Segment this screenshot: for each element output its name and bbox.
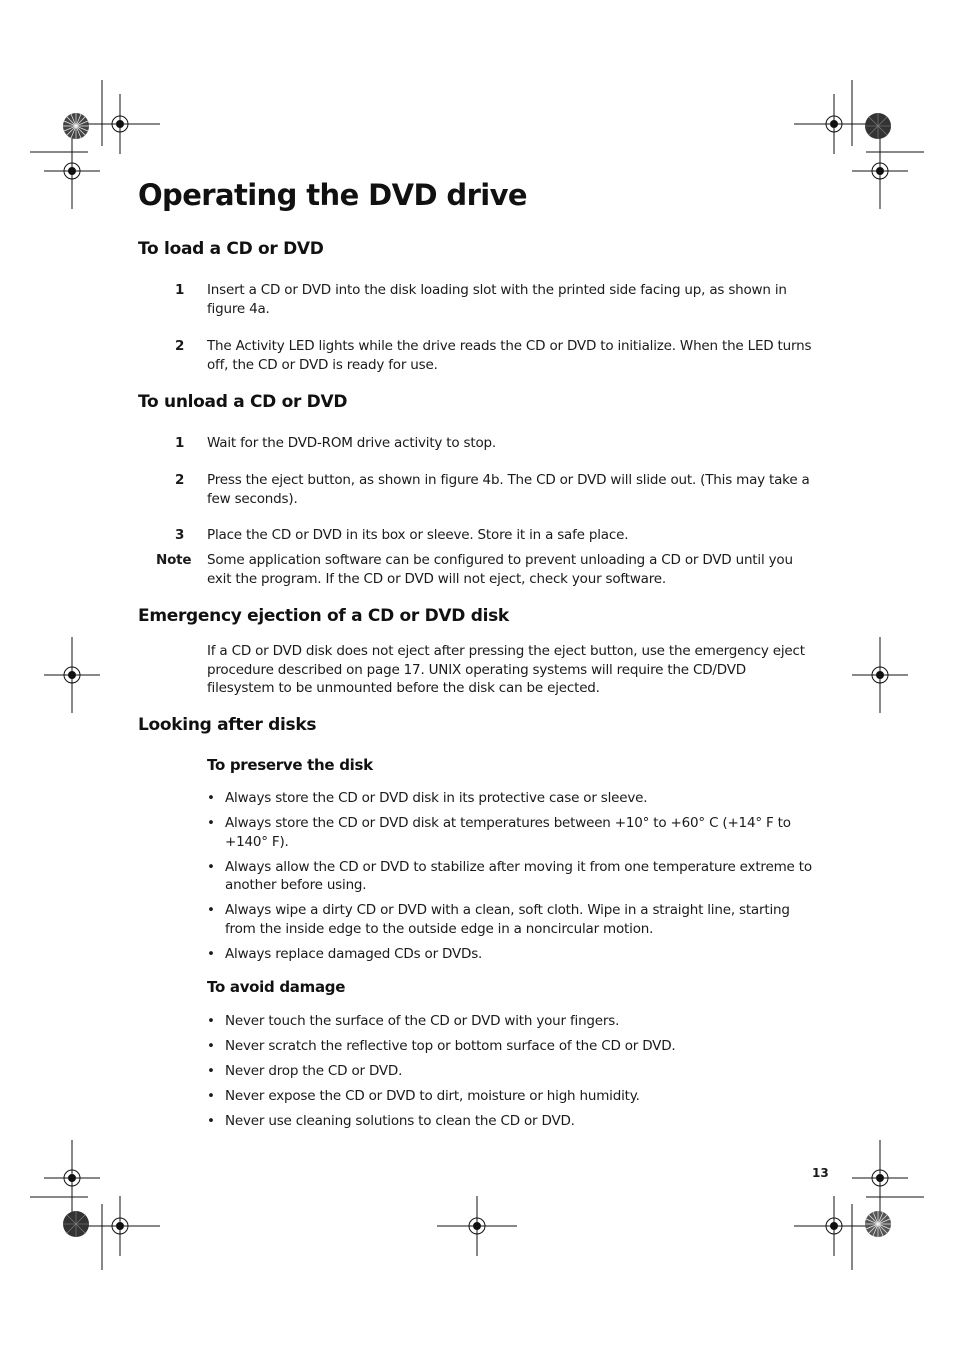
list-item-text: Never expose the CD or DVD to dirt, moisture or high humidity.: [225, 1088, 640, 1104]
step-number: 3: [175, 527, 185, 543]
list-item: [207, 1112, 817, 1131]
load-step-1: [138, 281, 814, 318]
bullet: •: [207, 1088, 215, 1104]
load-heading: To load a CD or DVD: [138, 239, 324, 259]
bullet: •: [207, 790, 215, 806]
step-number: 1: [175, 282, 185, 298]
preserve-list: [207, 789, 817, 970]
step-text: Wait for the DVD-ROM drive activity to stop.: [207, 435, 496, 451]
unload-step-3: [138, 526, 814, 545]
unload-step-1: [138, 434, 814, 453]
list-item: [207, 789, 817, 808]
list-item: [207, 858, 817, 895]
note-label: Note: [156, 552, 192, 568]
list-item-text: Never drop the CD or DVD.: [225, 1063, 403, 1079]
bullet: •: [207, 858, 215, 875]
list-item-text: Always wipe a dirty CD or DVD with a clean, soft cloth. Wipe in a straight line, starting from the inside edge to the outside edge in a noncircular motion.: [225, 902, 790, 937]
emergency-heading: Emergency ejection of a CD or DVD disk: [138, 606, 509, 626]
list-item: [207, 901, 817, 938]
step-text: Place the CD or DVD in its box or sleeve. Store it in a safe place.: [207, 527, 629, 543]
unload-heading: To unload a CD or DVD: [138, 392, 348, 412]
step-text: The Activity LED lights while the drive reads the CD or DVD to initialize. When the LED turns off, the CD or DVD is ready for use.: [207, 338, 812, 373]
step-number: 2: [175, 338, 185, 354]
avoid-heading: To avoid damage: [207, 978, 346, 996]
list-item-text: Always replace damaged CDs or DVDs.: [225, 945, 483, 962]
step-number: 2: [175, 472, 185, 488]
list-item: [207, 945, 817, 964]
step-number: 1: [175, 435, 185, 451]
list-item-text: Always allow the CD or DVD to stabilize after moving it from one temperature extreme to another before using.: [225, 858, 812, 893]
list-item: [207, 1087, 817, 1106]
step-text: Insert a CD or DVD into the disk loading slot with the printed side facing up, as shown in figure 4a.: [207, 282, 787, 317]
list-item: [207, 1062, 817, 1081]
bullet: •: [207, 1038, 215, 1054]
preserve-heading: To preserve the disk: [207, 756, 373, 774]
list-item-text: Never use cleaning solutions to clean the CD or DVD.: [225, 1113, 575, 1129]
bullet: •: [207, 1013, 215, 1029]
bullet: •: [207, 1063, 215, 1079]
unload-note: [138, 551, 814, 588]
bullet: •: [207, 815, 215, 831]
page-title: Operating the DVD drive: [138, 178, 527, 212]
emergency-paragraph: If a CD or DVD disk does not eject after pressing the eject button, use the emergency eject procedure described on page 17. UNIX operating systems will require the CD/DVD filesystem to be unmounted before the disk can be ejected.: [207, 643, 805, 696]
list-item-text: Never touch the surface of the CD or DVD with your fingers.: [225, 1013, 620, 1029]
list-item: [207, 814, 817, 851]
bullet: •: [207, 902, 215, 918]
list-item-text: Always store the CD or DVD disk in its protective case or sleeve.: [225, 790, 648, 806]
note-text: Some application software can be configured to prevent unloading a CD or DVD until you exit the program. If the CD or DVD will not eject, check your software.: [207, 552, 793, 587]
page-number: 13: [812, 1166, 829, 1180]
bullet: •: [207, 945, 215, 962]
load-step-2: [138, 337, 814, 374]
avoid-list: [207, 1012, 817, 1137]
list-item-text: Never scratch the reflective top or bottom surface of the CD or DVD.: [225, 1038, 676, 1054]
list-item-text: Always store the CD or DVD disk at temperatures between +10° to +60° C (+14° F to +140° F).: [225, 815, 791, 850]
bullet: •: [207, 1113, 215, 1129]
care-heading: Looking after disks: [138, 715, 317, 735]
unload-step-2: [138, 471, 814, 508]
list-item: [207, 1037, 817, 1056]
step-text: Press the eject button, as shown in figure 4b. The CD or DVD will slide out. (This may take a few seconds).: [207, 472, 810, 507]
list-item: [207, 1012, 817, 1031]
